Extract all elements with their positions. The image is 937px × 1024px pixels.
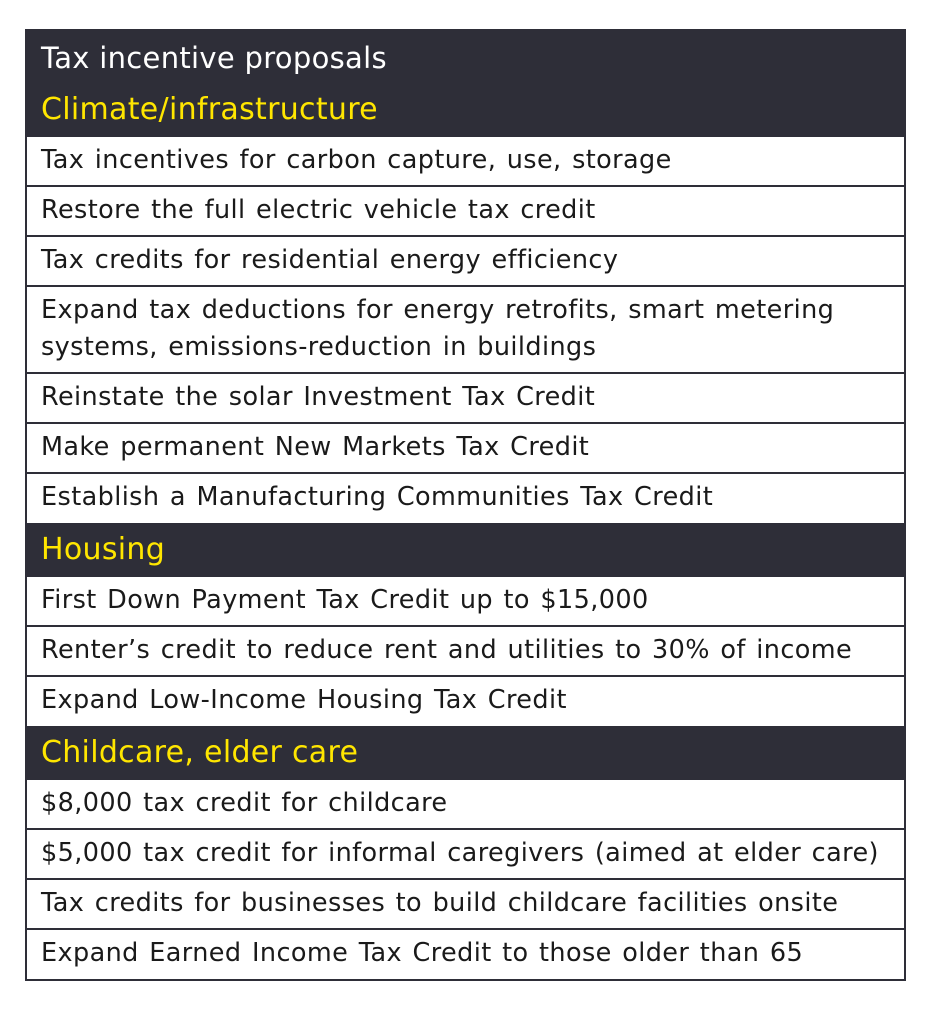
section-heading-housing: Housing (27, 523, 904, 577)
table-row: Reinstate the solar Investment Tax Credit (27, 374, 904, 424)
table-title: Tax incentive proposals (27, 31, 904, 85)
table-row: Make permanent New Markets Tax Credit (27, 424, 904, 474)
table-row: Tax credits for businesses to build childcare facilities onsite (27, 880, 904, 930)
section-heading-childcare: Childcare, elder care (27, 726, 904, 780)
section-heading-climate: Climate/infrastructure (27, 85, 904, 137)
tax-incentive-table (25, 29, 906, 981)
table-row: Expand Low-Income Housing Tax Credit (41, 685, 567, 715)
table-row: Expand Earned Income Tax Credit to those older than 65 (41, 938, 804, 968)
table-row: Restore the full electric vehicle tax credit (27, 187, 904, 237)
table-row: Establish a Manufacturing Communities Tax Credit (41, 482, 714, 512)
table-row: Expand tax deductions for energy retrofits, smart metering systems, emissions-reduction in buildings (27, 287, 904, 374)
table-row: Renter’s credit to reduce rent and utilities to 30% of income (27, 627, 904, 677)
table-row: $8,000 tax credit for childcare (27, 780, 904, 830)
table-row: Tax credits for residential energy efficiency (27, 237, 904, 287)
table-row: Tax incentives for carbon capture, use, storage (27, 137, 904, 187)
table-row: First Down Payment Tax Credit up to $15,000 (27, 577, 904, 627)
table-row: $5,000 tax credit for informal caregivers (aimed at elder care) (27, 830, 904, 880)
